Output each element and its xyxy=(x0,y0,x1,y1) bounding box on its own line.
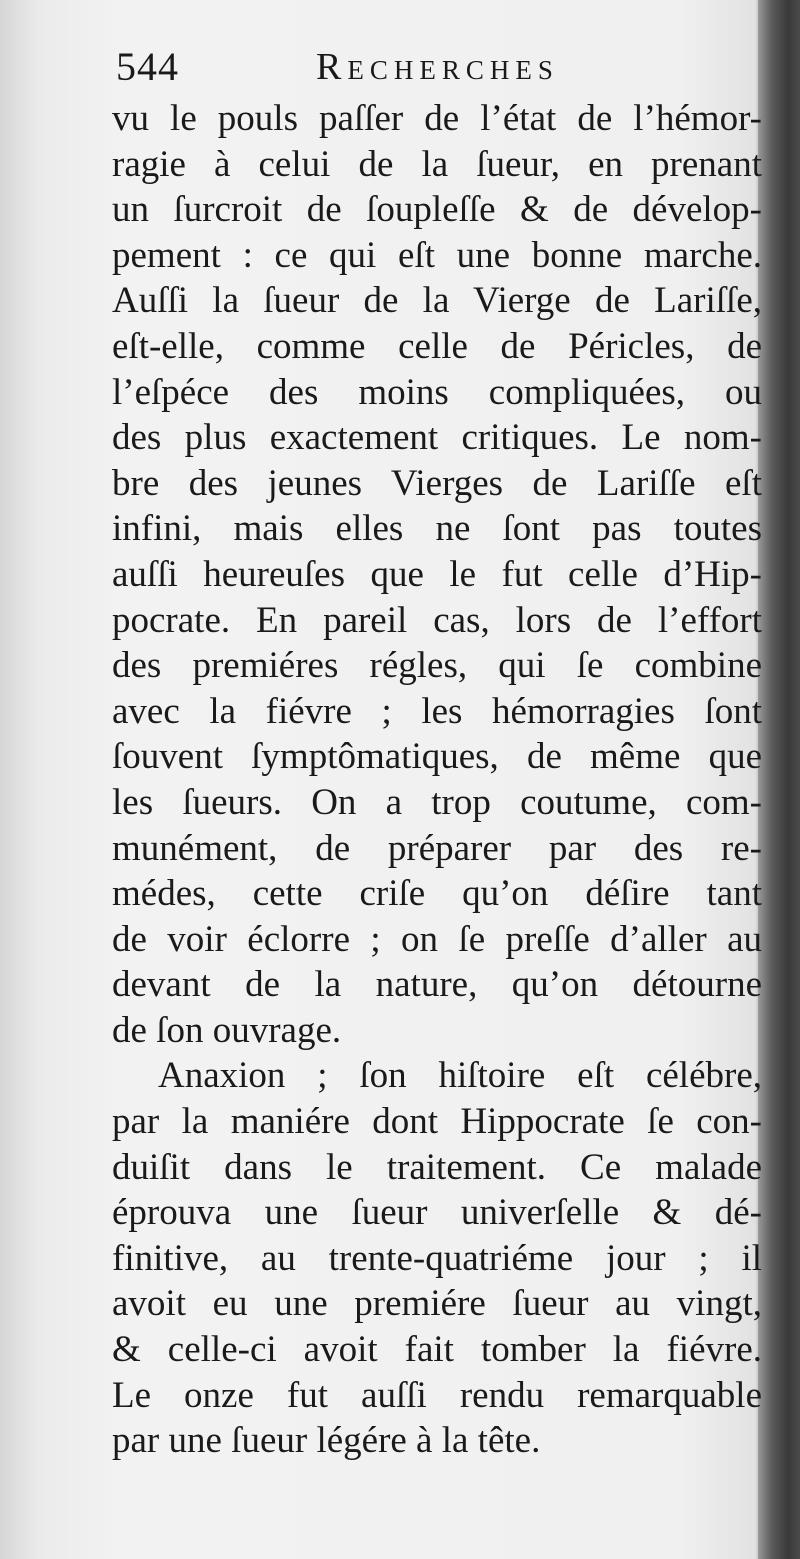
text-line: par la maniére dont Hippocrate ſe con- xyxy=(112,1101,762,1143)
text-line: pocrate. En pareil cas, lors de l’effort xyxy=(112,599,762,641)
book-spine-shadow xyxy=(758,0,800,1559)
text-line: de ſon ouvrage. xyxy=(112,1009,342,1051)
text-line: un ſurcroit de ſoupleſſe & de dévelop- xyxy=(112,189,762,231)
text-line: de voir éclorre ; on ſe preſſe d’aller au xyxy=(112,918,762,960)
text-line: médes, cette criſe qu’on déſire tant xyxy=(112,873,762,915)
text-line: Auſſi la ſueur de la Vierge de Lariſſe, xyxy=(112,280,762,322)
text-line: des plus exactement critiques. Le nom- xyxy=(112,417,762,459)
text-line: les ſueurs. On a trop coutume, com- xyxy=(112,781,762,823)
text-line: duiſit dans le traitement. Ce malade xyxy=(112,1146,762,1188)
text-line: ſouvent ſymptômatiques, de même que xyxy=(112,736,762,778)
text-line: avoit eu une premiére ſueur au vingt, xyxy=(112,1283,762,1325)
text-line: éprouva une ſueur univerſelle & dé- xyxy=(112,1192,762,1234)
text-line: infini, mais elles ne ſont pas toutes xyxy=(112,508,762,550)
paragraph xyxy=(112,1053,762,1463)
body-text xyxy=(112,96,762,1464)
text-line: l’eſpéce des moins compliquées, ou xyxy=(112,371,762,413)
text-line: Le onze fut auſſi rendu remarquable xyxy=(112,1374,762,1416)
text-line: avec la fiévre ; les hémorragies ſont xyxy=(112,690,762,732)
text-line: bre des jeunes Vierges de Lariſſe eſt xyxy=(112,462,762,504)
text-line: finitive, au trente-quatriéme jour ; il xyxy=(112,1237,762,1279)
paragraph xyxy=(112,96,762,1053)
text-line: auſſi heureuſes que le fut celle d’Hip- xyxy=(112,553,762,595)
text-line: par une ſueur légére à la tête. xyxy=(112,1420,541,1462)
text-line: munément, de préparer par des re- xyxy=(112,827,762,869)
page-header xyxy=(116,42,716,92)
running-head: Recherches xyxy=(316,46,559,88)
text-line: ragie à celui de la ſueur, en prenant xyxy=(112,143,762,185)
page-number: 544 xyxy=(116,44,179,89)
text-line: des premiéres régles, qui ſe combine xyxy=(112,645,762,687)
text-line: vu le pouls paſſer de l’état de l’hémor- xyxy=(112,98,762,139)
text-line: & celle-ci avoit fait tomber la fiévre. xyxy=(112,1329,762,1371)
text-line: eſt-elle, comme celle de Péricles, de xyxy=(112,325,762,367)
text-line: pement : ce qui eſt une bonne marche. xyxy=(112,234,762,276)
text-line: devant de la nature, qu’on détourne xyxy=(112,964,762,1006)
text-line: Anaxion ; ſon hiſtoire eſt célébre, xyxy=(158,1055,762,1097)
